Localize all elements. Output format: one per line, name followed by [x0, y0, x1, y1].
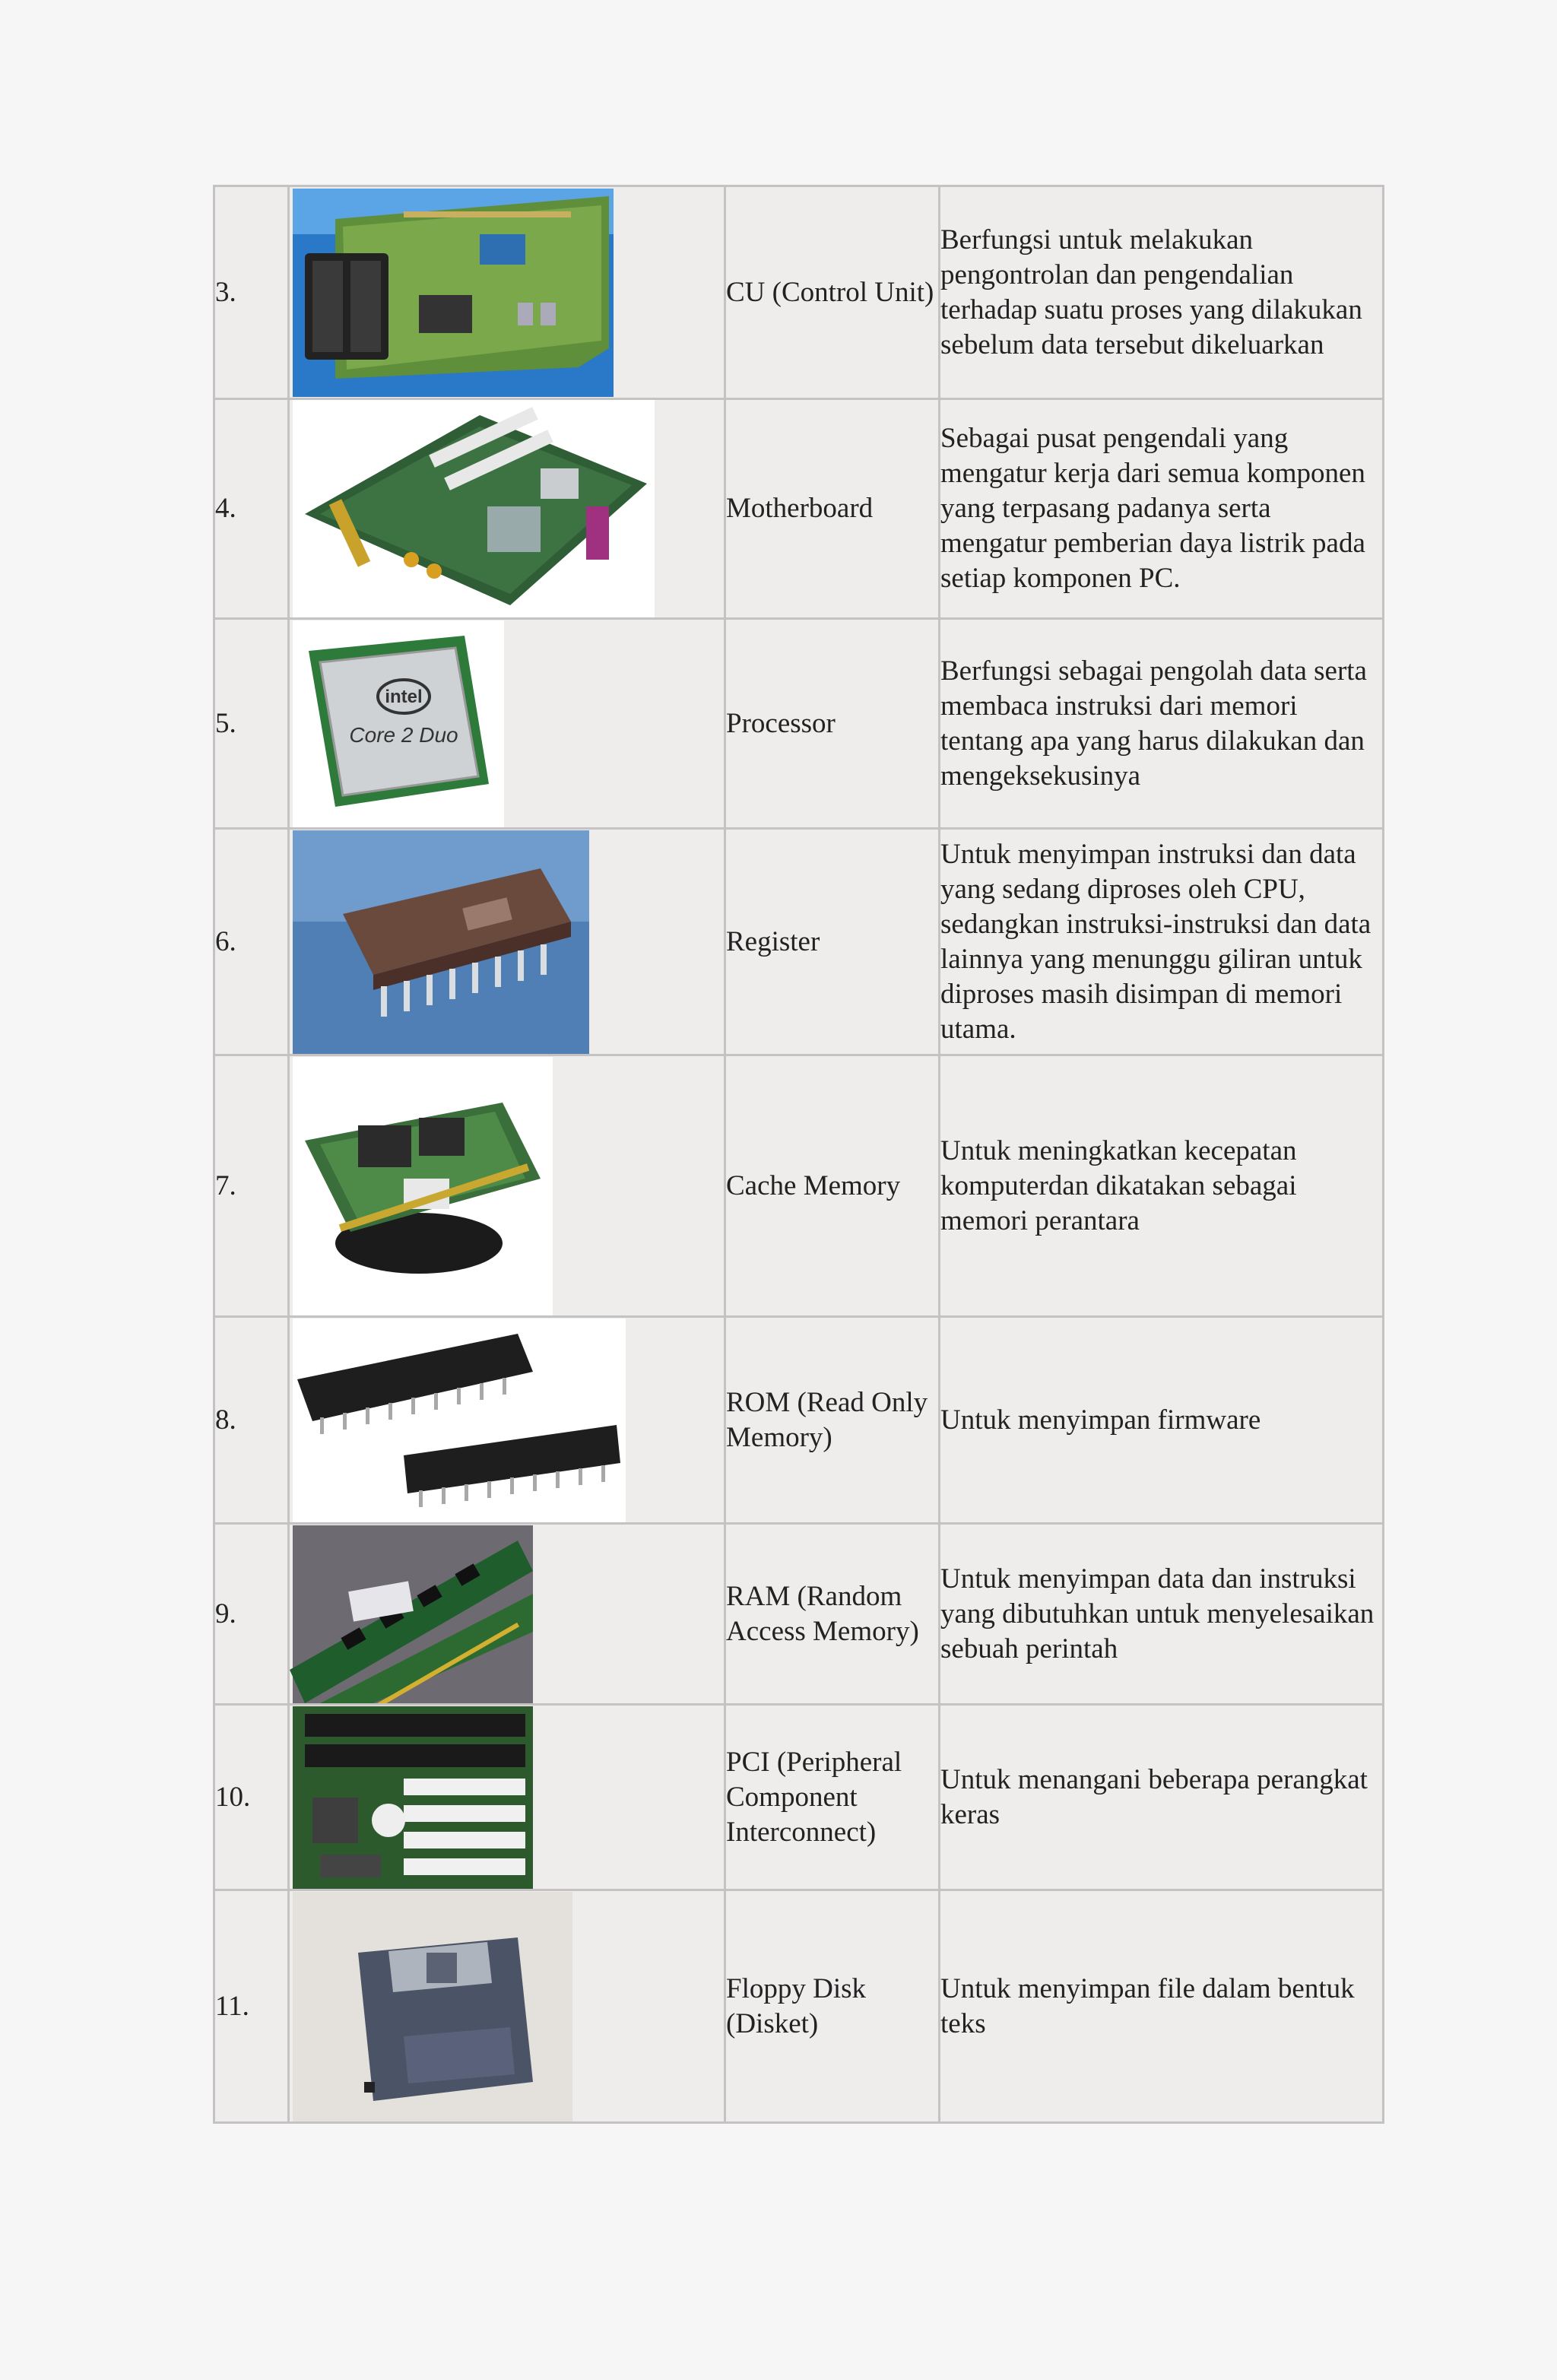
component-photo-cell [289, 1055, 725, 1317]
component-name: RAM (Random Access Memory) [725, 1524, 940, 1705]
component-photo-cell [289, 399, 725, 619]
svg-text:Core 2 Duo: Core 2 Duo [349, 722, 458, 747]
component-name: Motherboard [725, 399, 940, 619]
component-description: Sebagai pusat pengendali yang mengatur kerja dari semua komponen yang terpasang padanya serta mengatur pemberian daya listrik pada setiap komponen PC. [940, 399, 1384, 619]
component-photo-cell [289, 1705, 725, 1890]
rom-chips-photo [290, 1319, 724, 1522]
component-photo-cell [289, 186, 725, 399]
row-number: 8. [214, 1317, 289, 1524]
table-row [214, 1317, 1384, 1524]
register-chip-photo [290, 830, 724, 1054]
control-unit-board-photo [290, 189, 724, 397]
row-number: 6. [214, 829, 289, 1055]
component-name: ROM (Read Only Memory) [725, 1317, 940, 1524]
ram-modules-photo [290, 1525, 724, 1703]
table-row [214, 1055, 1384, 1317]
floppy-disk-photo [290, 1892, 724, 2121]
row-number: 7. [214, 1055, 289, 1317]
processor-photo [290, 620, 724, 827]
table-row [214, 619, 1384, 829]
component-description: Berfungsi untuk melakukan pengontrolan dan pengendalian terhadap suatu proses yang dilakukan sebelum data tersebut dikeluarkan [940, 186, 1384, 399]
component-description: Untuk menyimpan data dan instruksi yang dibutuhkan untuk menyelesaikan sebuah perintah [940, 1524, 1384, 1705]
component-photo-cell [289, 829, 725, 1055]
component-description: Untuk menyimpan instruksi dan data yang sedang diproses oleh CPU, sedangkan instruksi-instruksi dan data lainnya yang menunggu giliran untuk diproses masih disimpan di memori utama. [940, 829, 1384, 1055]
cache-memory-photo [290, 1057, 724, 1315]
row-number: 5. [214, 619, 289, 829]
svg-text:intel: intel [385, 686, 423, 707]
component-description: Untuk menyimpan firmware [940, 1317, 1384, 1524]
motherboard-photo [290, 400, 724, 617]
component-name: PCI (Peripheral Component Interconnect) [725, 1705, 940, 1890]
component-name: Floppy Disk (Disket) [725, 1890, 940, 2123]
row-number: 4. [214, 399, 289, 619]
component-name: Processor [725, 619, 940, 829]
component-photo-cell [289, 1890, 725, 2123]
component-photo-cell [289, 619, 725, 829]
component-description: Untuk menyimpan file dalam bentuk teks [940, 1890, 1384, 2123]
component-name: CU (Control Unit) [725, 186, 940, 399]
table-row [214, 186, 1384, 399]
table-row [214, 829, 1384, 1055]
table-row [214, 399, 1384, 619]
row-number: 11. [214, 1890, 289, 2123]
component-description: Berfungsi sebagai pengolah data serta membaca instruksi dari memori tentang apa yang harus dilakukan dan mengeksekusinya [940, 619, 1384, 829]
table-row [214, 1705, 1384, 1890]
pci-slots-photo [290, 1706, 724, 1889]
component-description: Untuk menangani beberapa perangkat keras [940, 1705, 1384, 1890]
row-number: 9. [214, 1524, 289, 1705]
components-table [213, 185, 1384, 2124]
component-photo-cell [289, 1524, 725, 1705]
table-row [214, 1890, 1384, 2123]
row-number: 10. [214, 1705, 289, 1890]
row-number: 3. [214, 186, 289, 399]
component-photo-cell [289, 1317, 725, 1524]
component-name: Register [725, 829, 940, 1055]
component-name: Cache Memory [725, 1055, 940, 1317]
component-description: Untuk meningkatkan kecepatan komputerdan dikatakan sebagai memori perantara [940, 1055, 1384, 1317]
table-row [214, 1524, 1384, 1705]
